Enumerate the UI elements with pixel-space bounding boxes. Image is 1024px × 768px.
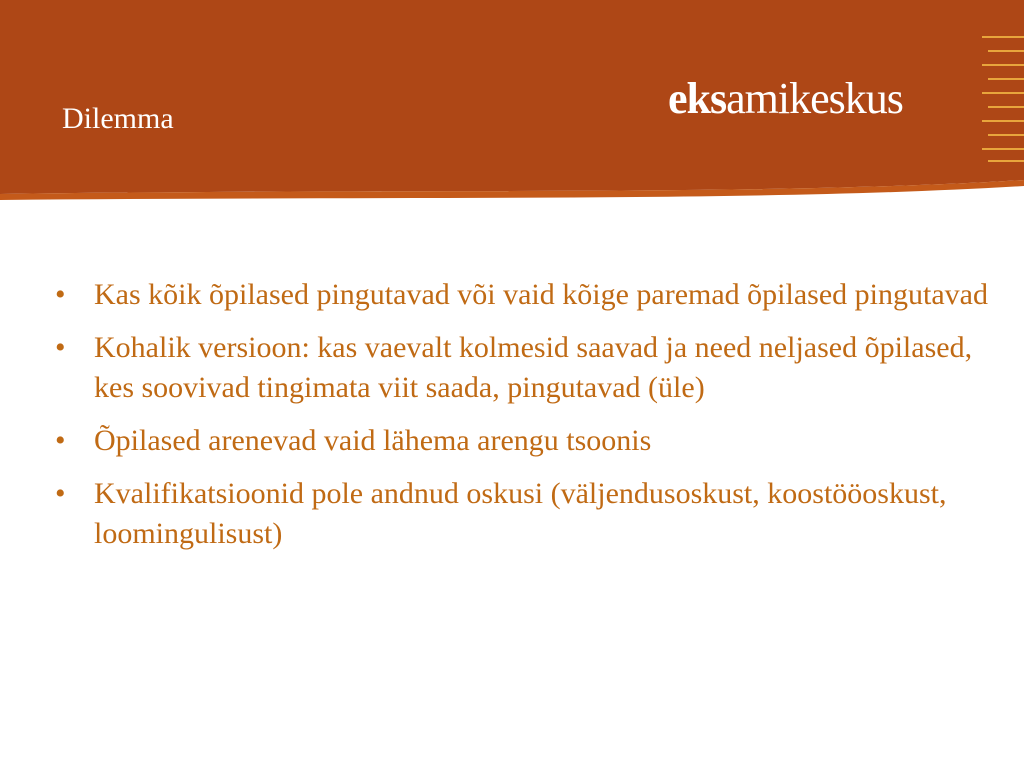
- bullet-text: Kohalik versioon: kas vaevalt kolmesid saavad ja need neljased õpilased, kes soovivad tingimata viit saada, pingutavad (üle): [94, 331, 973, 404]
- bullet-item: [55, 474, 995, 554]
- stripe: [982, 64, 1024, 66]
- bullet-item: [55, 275, 995, 315]
- decorative-stripes: [982, 36, 1024, 162]
- stripe: [988, 106, 1024, 108]
- stripe: [988, 160, 1024, 162]
- stripe: [982, 120, 1024, 122]
- bullet-marker: •: [55, 424, 66, 457]
- bullet-marker: •: [55, 477, 66, 510]
- stripe: [988, 134, 1024, 136]
- bullet-list: [55, 275, 995, 567]
- bullet-item: [55, 328, 995, 408]
- bullet-text: Kas kõik õpilased pingutavad või vaid kõige paremad õpilased pingutavad: [94, 278, 988, 311]
- stripe: [982, 92, 1024, 94]
- bullet-marker: •: [55, 278, 66, 311]
- ekspertiis-logo: [668, 74, 903, 124]
- bullet-text: Õpilased arenevad vaid lähema arengu tsoonis: [94, 424, 652, 457]
- logo-text-rest: amikeskus: [726, 74, 903, 123]
- bullet-marker: •: [55, 331, 66, 364]
- bullet-text: Kvalifikatsioonid pole andnud oskusi (väljendusoskust, koostööoskust, loomingulisust): [94, 477, 947, 550]
- bullet-item: [55, 421, 995, 461]
- stripe: [988, 50, 1024, 52]
- stripe: [988, 78, 1024, 80]
- slide-title: Dilemma: [62, 102, 174, 135]
- stripe: [982, 36, 1024, 38]
- stripe: [982, 148, 1024, 150]
- logo-text-bold: eks: [668, 74, 727, 123]
